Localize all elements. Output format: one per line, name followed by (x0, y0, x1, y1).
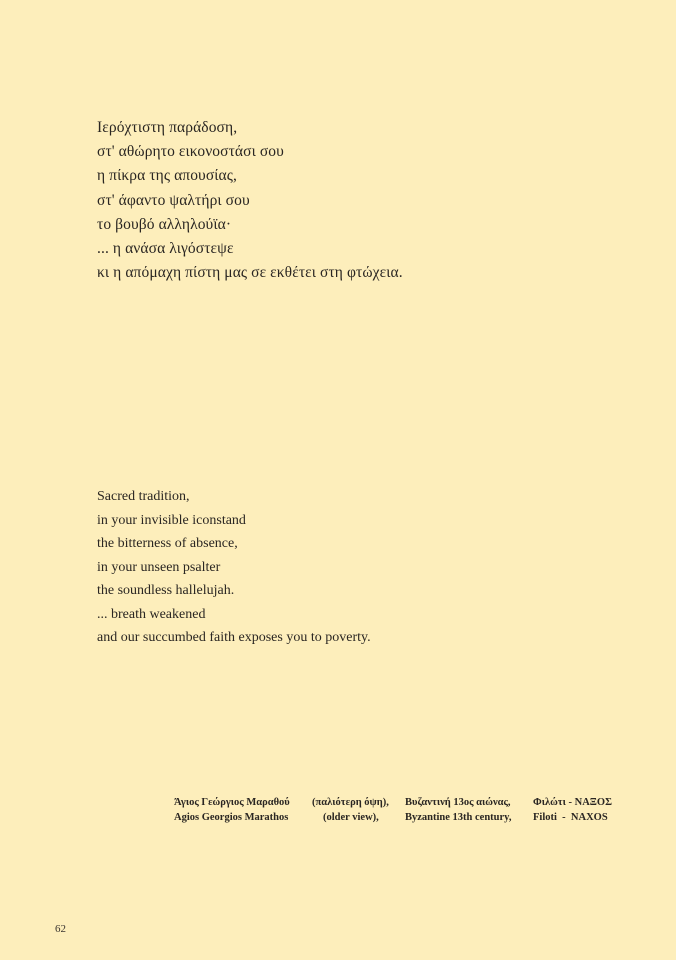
poem-greek-line: το βουβό αλληλούϊα· (97, 215, 232, 233)
poem-english-line: the soundless hallelujah. (97, 583, 235, 598)
poem-english-line: in your unseen psalter (97, 559, 221, 575)
poem-english-line: the bitterness of absence, (97, 536, 238, 551)
caption-greek-view: (παλιότερη όψη), (312, 797, 389, 808)
caption-greek-row (174, 795, 617, 810)
poem-greek (97, 116, 403, 285)
caption-english-row (174, 810, 617, 825)
poem-greek-line: κι η απόμαχη πίστη μας σε εκθέτει στη φτώχεια. (97, 264, 403, 282)
poem-english (97, 485, 371, 650)
poem-greek-line: ... η ανάσα λιγόστεψε (97, 240, 234, 258)
caption-english-name: Agios Georgios Marathos (174, 812, 289, 823)
page-number: 62 (55, 923, 66, 935)
poem-greek-line: Ιερόχτιστη παράδοση, (97, 119, 238, 136)
poem-greek-line: η πίκρα της απουσίας, (97, 167, 237, 185)
poem-english-line: ... breath weakened (97, 606, 206, 622)
poem-greek-line: στ' αθώρητο εικονοστάσι σου (97, 143, 284, 161)
caption-english-era: Byzantine 13th century, (405, 812, 512, 823)
poem-greek-line: στ' άφαντο ψαλτήρι σου (97, 191, 250, 209)
caption-english-place: Filoti - NAXOS (533, 812, 608, 823)
poem-english-line: Sacred tradition, (97, 489, 190, 504)
caption-greek-name: Άγιος Γεώργιος Μαραθού (174, 797, 290, 808)
caption-greek-era: Βυζαντινή 13ος αιώνας, (405, 797, 511, 808)
caption-greek-place: Φιλώτι - ΝΑΞΟΣ (533, 797, 612, 808)
photo-caption (174, 795, 617, 825)
poem-english-line: and our succumbed faith exposes you to poverty. (97, 630, 371, 645)
caption-english-view: (older view), (323, 812, 379, 823)
poem-english-line: in your invisible iconstand (97, 512, 246, 528)
